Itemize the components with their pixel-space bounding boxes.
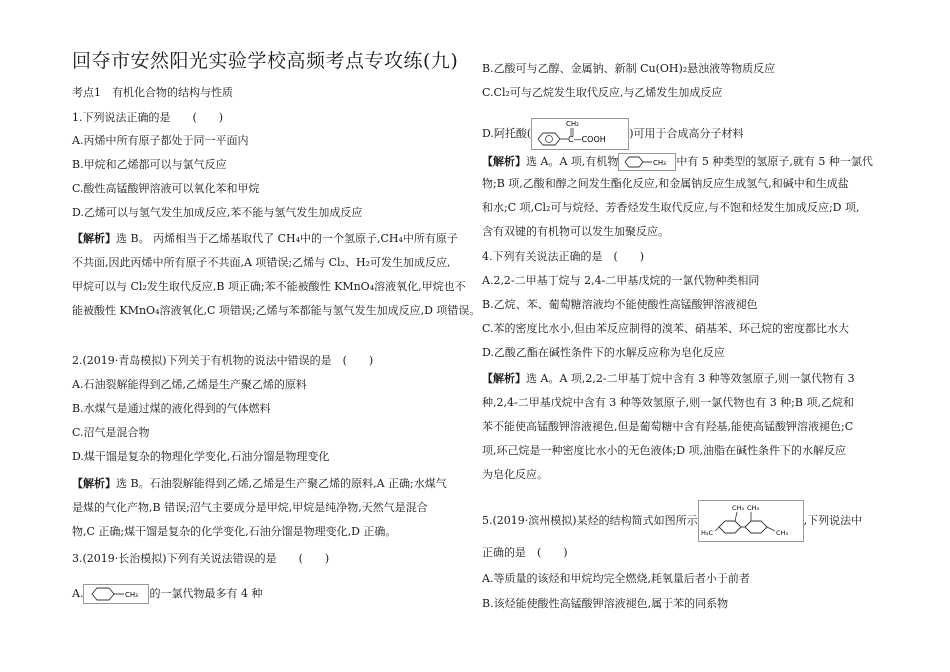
q3-stem: 3.(2019·长治模拟)下列有关说法错误的是 ( )	[72, 552, 330, 565]
page-title: 回夺市安然阳光实验学校高频考点专攻练(九)	[72, 50, 459, 72]
explanation-text: 选 B。 丙烯相当于乙烯基取代了 CH₄中的一个氢原子,CH₄中所有原子	[116, 232, 458, 245]
svg-text:CH₃: CH₃	[731, 504, 744, 512]
methylcyclohexane-structure	[618, 153, 676, 171]
q3-explanation-line-4: 含有双键的有机物可以发生加聚反应。	[482, 225, 669, 238]
q3-option-d	[482, 118, 744, 150]
q3-option-c: C.Cl₂可与乙烷发生取代反应,与乙烯发生加成反应	[482, 86, 723, 99]
q1-option-a: A.丙烯中所有原子都处于同一平面内	[72, 134, 249, 147]
explanation-label: 【解析】	[482, 372, 526, 385]
q5-option-a: A.等质量的该烃和甲烷均完全燃烧,耗氧量后者小于前者	[482, 572, 750, 585]
q2-stem: 2.(2019·青岛模拟)下列关于有机物的说法中错误的是 ( )	[72, 354, 374, 367]
q3-explanation-line-2: 物;B 项,乙酸和醇之间发生酯化反应,和金属钠反应生成氢气,和碱中和生成盐	[482, 177, 849, 190]
q3-explanation-line-3: 和水;C 项,Cl₂可与烷烃、芳香烃发生取代反应,与不饱和烃发生加成反应;D 项,	[482, 201, 860, 214]
atropic-acid-structure	[531, 118, 629, 150]
q2-option-d: D.煤干馏是复杂的物理化学变化,石油分馏是物理变化	[72, 450, 330, 463]
q4-explanation-line-2: 种,2,4-二甲基戊烷中含有 3 种等效氢原子,则一氯代物也有 3 种;B 项,乙烷和	[482, 396, 854, 409]
option-prefix: D.阿托酸(	[482, 127, 532, 140]
q4-explanation-line-3: 苯不能使高锰酸钾溶液褪色,但是葡萄糖中含有羟基,能使高锰酸钾溶液褪色;C	[482, 420, 854, 433]
option-prefix: A.	[72, 587, 84, 600]
q2-explanation-line-2: 是煤的气化产物,B 错误;沼气主要成分是甲烷,甲烷是纯净物,天然气是混合	[72, 501, 428, 514]
q1-option-b: B.甲烷和乙烯都可以与氯气反应	[72, 158, 227, 171]
q4-explanation-line-4: 项,环己烷是一种密度比水小的无色液体;D 项,油脂在碱性条件下的水解反应	[482, 444, 847, 457]
q1-option-c: C.酸性高锰酸钾溶液可以氧化苯和甲烷	[72, 182, 260, 195]
q4-option-c: C.苯的密度比水小,但由苯反应制得的溴苯、硝基苯、环己烷的密度都比水大	[482, 322, 850, 335]
explanation-label: 【解析】	[482, 155, 526, 168]
svg-text:CH₃: CH₃	[653, 159, 667, 167]
option-suffix: 的一氯代物最多有 4 种	[149, 587, 263, 600]
q4-stem: 4.下列有关说法正确的是 ( )	[482, 250, 645, 263]
q5-stem-line-1: 5.(2019·滨州模拟)某烃的结构简式如图所示 CH₃ CH₃ H₃C CH₃ ,下列说法中	[482, 500, 862, 542]
q2-option-c: C.沼气是混合物	[72, 426, 150, 439]
methylcyclohexane-structure	[83, 584, 149, 604]
q1-explanation-line-1	[72, 232, 458, 246]
q2-option-a: A.石油裂解能得到乙烯,乙烯是生产聚乙烯的原料	[72, 378, 307, 391]
explanation-label: 【解析】	[72, 477, 116, 490]
q2-explanation-line-3: 物,C 正确;煤干馏是复杂的化学变化,石油分馏是物理变化,D 正确。	[72, 525, 397, 538]
svg-text:CH₃: CH₃	[746, 504, 759, 512]
q2-option-b: B.水煤气是通过煤的液化得到的气体燃料	[72, 402, 271, 415]
q4-explanation-line-1: 【解析】选 A。A 项,2,2-二甲基丁烷中含有 3 种等效氢原子,则一氯代物有 3	[482, 372, 855, 385]
q1-explanation-line-3: 甲烷可以与 Cl₂发生取代反应,B 项正确;苯不能被酸性 KMnO₄溶液氧化,甲烷也不	[72, 280, 466, 293]
explanation-text: 选 B。石油裂解能得到乙烯,乙烯是生产聚乙烯的原料,A 正确;水煤气	[116, 477, 447, 490]
option-suffix: )可用于合成高分子材料	[629, 127, 744, 140]
q3-explanation-line-1: 【解析】选 A。A 项,有机物 CH₃ 中有 5 种类型的氢原子,就有 5 种一氯代	[482, 153, 873, 171]
q3-option-a	[72, 584, 262, 604]
explanation-label: 【解析】	[72, 232, 116, 245]
q1-stem: 1.下列说法正确的是 ( )	[72, 111, 224, 124]
q2-explanation-line-1	[72, 477, 447, 491]
q4-option-a: A.2,2-二甲基丁烷与 2,4-二甲基戊烷的一氯代物种类相同	[482, 274, 760, 287]
q1-explanation-line-2: 不共面,因此丙烯中所有原子不共面,A 项错误;乙烯与 Cl₂、H₂可发生加成反应,	[72, 256, 451, 269]
svg-text:CH₂: CH₂	[566, 120, 580, 128]
q4-option-b: B.乙烷、苯、葡萄糖溶液均不能使酸性高锰酸钾溶液褪色	[482, 298, 758, 311]
svg-text:C—COOH: C—COOH	[568, 135, 606, 144]
q1-explanation-line-4: 能被酸性 KMnO₄溶液氧化,C 项错误;乙烯与苯都能与氢气发生加成反应,D 项错误。	[72, 304, 481, 317]
q5-option-b: B.该烃能使酸性高锰酸钾溶液褪色,属于苯的同系物	[482, 597, 729, 610]
q1-option-d: D.乙烯可以与氢气发生加成反应,苯不能与氢气发生加成反应	[72, 206, 363, 219]
section-heading: 考点1 有机化合物的结构与性质	[72, 86, 233, 99]
q5-stem-line-2: 正确的是 ( )	[482, 546, 568, 559]
q4-explanation-line-5: 为皂化反应。	[482, 468, 548, 481]
q4-option-d: D.乙酸乙酯在碱性条件下的水解反应称为皂化反应	[482, 346, 725, 359]
q3-option-b: B.乙酸可与乙醇、金属钠、新制 Cu(OH)₂悬浊液等物质反应	[482, 62, 776, 75]
methyl-label: CH₃	[125, 591, 139, 599]
dimethylbiphenyl-structure	[698, 500, 804, 542]
svg-text:H₃C: H₃C	[700, 529, 713, 537]
svg-text:CH₃: CH₃	[775, 529, 788, 537]
